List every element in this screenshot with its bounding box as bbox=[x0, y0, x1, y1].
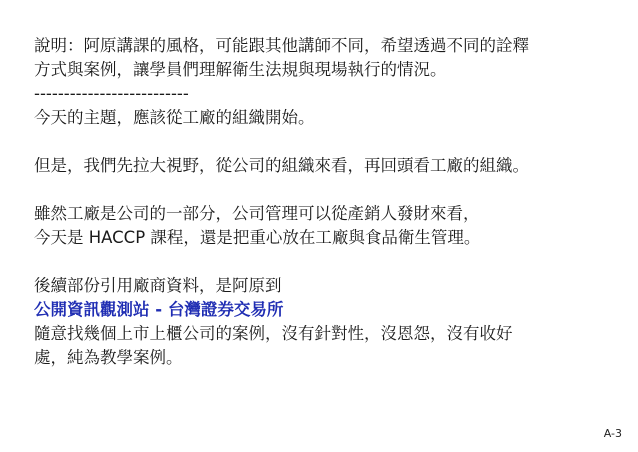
spacer bbox=[34, 130, 614, 154]
page-number: A-3 bbox=[603, 427, 622, 440]
divider-dashes: -------------------------- bbox=[34, 84, 189, 103]
slide-body bbox=[34, 34, 614, 370]
intro-line-2: 方式與案例，讓學員們理解衛生法規與現場執行的情況。 bbox=[34, 60, 447, 79]
spacer bbox=[34, 250, 614, 274]
perspective-line: 但是，我們先拉大視野，從公司的組織來看，再回頭看工廠的組織。 bbox=[34, 156, 529, 175]
source-line-2: 隨意找幾個上市上櫃公司的案例，沒有針對性，沒恩怨，沒有收好 bbox=[34, 324, 513, 343]
source-line-1: 後續部份引用廠商資料，是阿原到 bbox=[34, 276, 282, 295]
factory-line-2: 今天是 HACCP 課程，還是把重心放在工廠與食品衛生管理。 bbox=[34, 228, 481, 247]
source-line-3: 處，純為教學案例。 bbox=[34, 348, 183, 367]
topic-line: 今天的主題，應該從工廠的組織開始。 bbox=[34, 108, 315, 127]
spacer bbox=[34, 178, 614, 202]
intro-line-1: 說明：阿原講課的風格，可能跟其他講師不同，希望透過不同的詮釋 bbox=[34, 36, 529, 55]
factory-line-1: 雖然工廠是公司的一部分，公司管理可以從產銷人發財來看， bbox=[34, 204, 480, 223]
mops-link[interactable]: 公開資訊觀測站 - 台灣證券交易所 bbox=[34, 300, 284, 319]
